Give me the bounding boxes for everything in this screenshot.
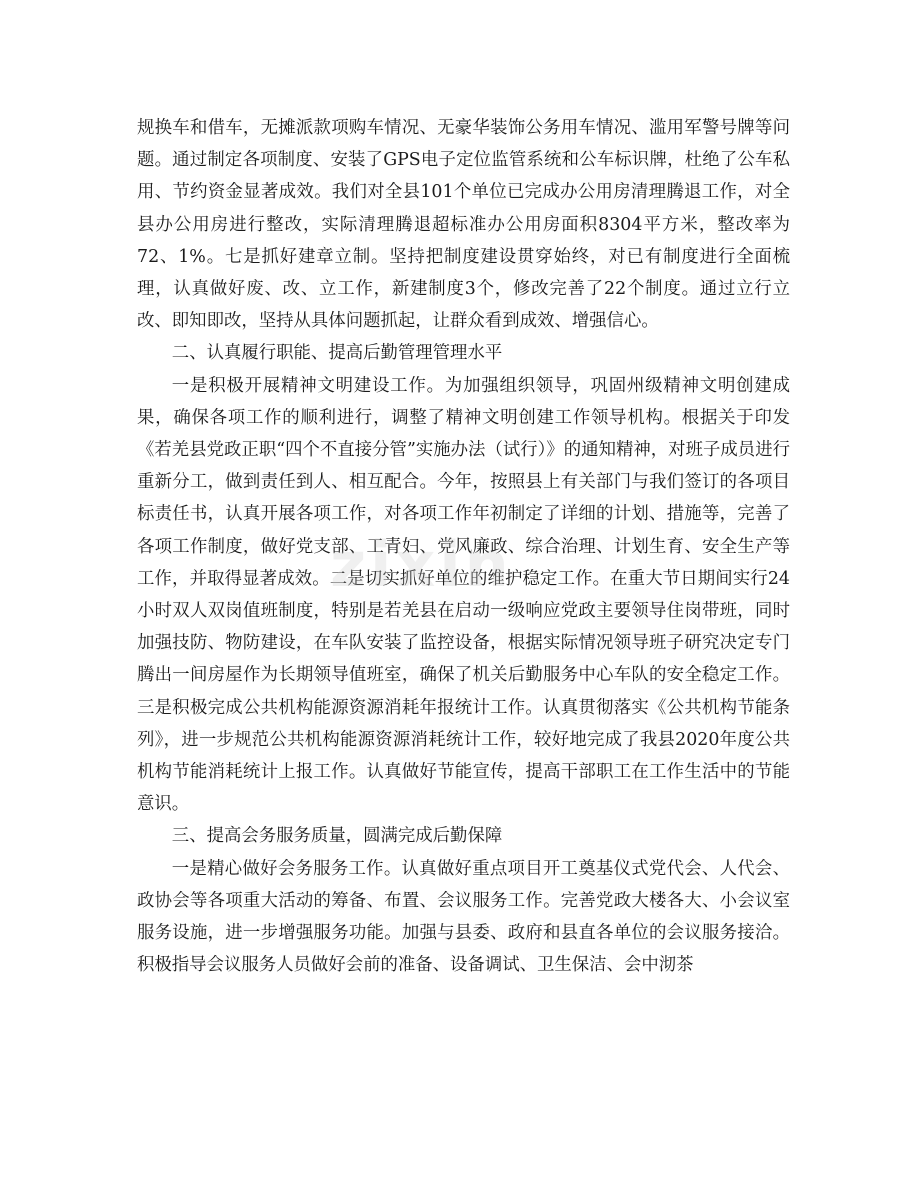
paragraph-3: 一是精心做好会务服务工作。认真做好重点项目开工奠基仪式党代会、人代会、政协会等各项重大活动的筹备、布置、会议服务工作。完善党政大楼各大、小会议室服务设施，进一步增强服务功能。加强与县委、政府和县直各单位的会议服务接洽。积极指导会议服务人员做好会前的准备、设备调试、卫生保洁、会中沏茶 bbox=[137, 858, 790, 976]
watermark: zixin bbox=[330, 528, 513, 601]
paragraph-2: 一是积极开展精神文明建设工作。为加强组织领导，巩固州级精神文明创建成果，确保各项工作的顺利进行，调整了精神文明创建工作领导机构。根据关于印发《若羌县党政正职“四个不直接分管”实施办法（试行）》的通知精神，对班子成员进行重新分工，做到责任到人、相互配合。今年，按照县上有关部门与我们签订的各项目标责任书，认真开展各项工作，对各项工作年初制定了详细的计划、措施等，完善了各项工作制度，做好党支部、工青妇、党风廉政、综合治理、计划生育、安全生产等工作，并取得显著成效。二是切实抓好单位的维护稳定工作。在重大节日期间实行24小时双人双岗值班制度，特别是若羌县在启动一级响应党政主要领导住岗带班，同时加强技防、物防建设，在车队安装了监控设备，根据实际情况领导班子研究决定专门腾出一间房屋作为长期领导值班室，确保了机关后勤服务中心车队的安全稳定工作。三是积极完成公共机构能源资源消耗年报统计工作。认真贯彻落实《公共机构节能条列》，进一步规范公共机构能源资源消耗统计工作，较好地完成了我县2020年度公共机构节能消耗统计上报工作。认真做好节能宣传，提高干部职工在工作生活中的节能意识。 bbox=[137, 375, 790, 815]
section-heading-2: 二、认真履行职能、提高后勤管理管理水平 bbox=[171, 343, 503, 364]
paragraph-1: 规换车和借车，无摊派款项购车情况、无豪华装饰公务用车情况、滥用军警号牌等问题。通过制定各项制度、安装了GPS电子定位监管系统和公车标识牌，杜绝了公车私用、节约资金显著成效。我们对全县101个单位已完成办公用房清理腾退工作，对全县办公用房进行整改，实际清理腾退超标准办公用房面积8304平方米，整改率为72、1%。七是抓好建章立制。坚持把制度建设贯穿始终，对已有制度进行全面梳理，认真做好废、改、立工作，新建制度3个，修改完善了22个制度。通过立行立改、即知即改，坚持从具体问题抓起，让群众看到成效、增强信心。 bbox=[137, 118, 790, 332]
section-heading-3: 三、提高会务服务质量，圆满完成后勤保障 bbox=[171, 826, 503, 847]
document-body bbox=[137, 112, 790, 981]
